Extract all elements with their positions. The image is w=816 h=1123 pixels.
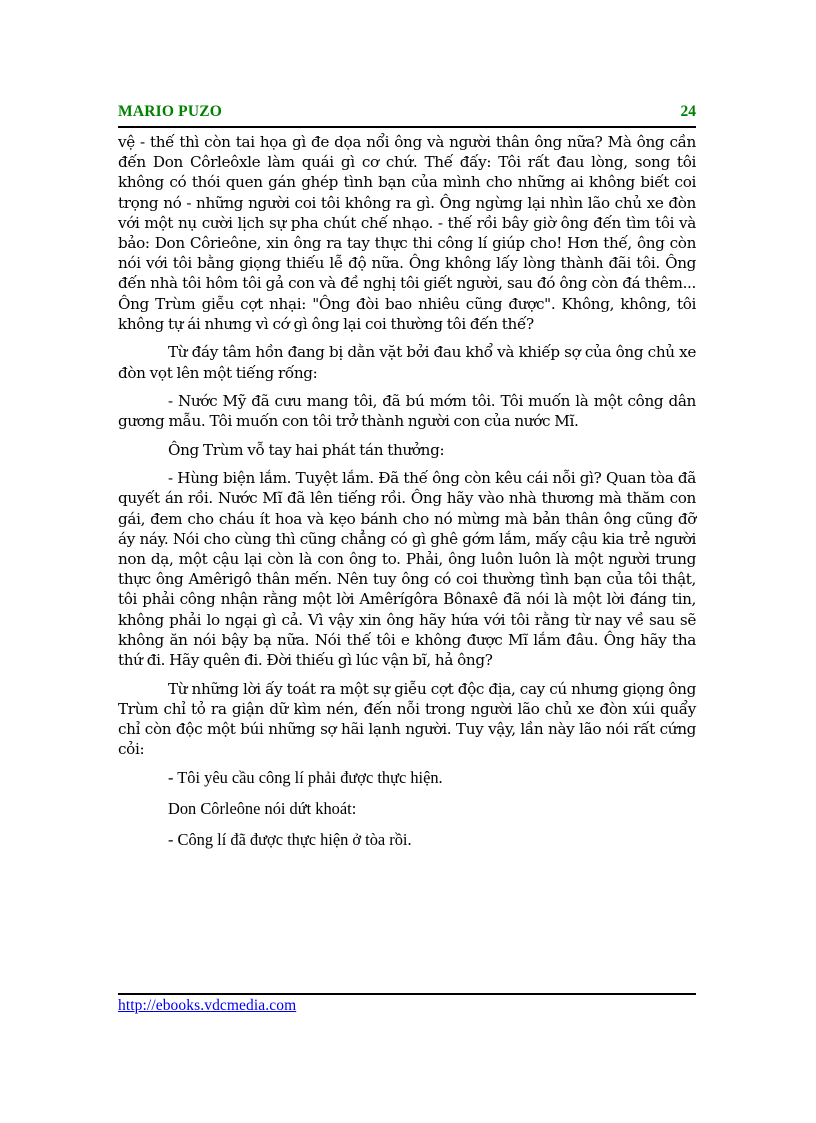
paragraph: Ông Trùm vỗ tay hai phát tán thưởng: [168, 440, 445, 459]
paragraph: Từ đáy tâm hồn đang bị dằn vặt bởi đau khổ và khiếp sợ của ông chủ xe đòn vọt lên một tiếng rống: [118, 343, 696, 382]
page-number: 24 [680, 103, 696, 120]
paragraph: Don Côrleône nói dứt khoát: [168, 798, 357, 818]
page-header [118, 103, 696, 123]
footer-link[interactable]: http://ebooks.vdcmedia.com [118, 997, 297, 1014]
footer-divider [118, 993, 696, 995]
header-divider [118, 126, 696, 128]
paragraph: Từ những lời ấy toát ra một sự giễu cợt độc địa, cay cú nhưng giọng ông Trùm chỉ tỏ ra giận dữ kìm nén, đến nỗi trong người lão chủ xe đòn xúi quẩy chỉ còn độc một búi những sợ hãi lạnh người. Tuy vậy, lần này lão nói rất cứng cỏi: [118, 679, 696, 759]
header-author: MARIO PUZO [118, 103, 223, 120]
paragraph: - Nước Mỹ đã cưu mang tôi, đã bú mớm tôi. Tôi muốn là một công dân gương mẫu. Tôi muốn con tôi trở thành người con của nước Mĩ. [118, 392, 696, 431]
body-text [118, 132, 696, 861]
paragraph: vệ - thế thì còn tai họa gì đe dọa nổi ông và người thân ông nữa? Mà ông cần đến Don Côrleôxle làm quái gì cơ chứ. Thế đấy: Tôi rất đau lòng, song tôi không có thói quen gán ghép tình bạn của mình cho những ai không biết coi trọng nó - những người coi tôi không ra gì. Ông ngừng lại nhìn lão chủ xe đòn với một nụ cười lịch sự pha chút chế nhạo. - thế rồi bây giờ ông đến tìm tôi và bảo: Don Côrieône, xin ông ra tay thực thi công lí giúp cho! Hơn thế, ông còn nói với tôi bằng giọng thiếu lễ độ nữa. Ông không lấy lòng thành đãi tôi. Ông đến nhà tôi hôm tôi gả con và đề nghị tôi giết người, sau đó ông còn đá thêm... Ông Trùm giễu cợt nhại: "Ông đòi bao nhiêu cũng được". Không, không, tôi không tự ái nhưng vì cớ gì ông lại coi thường tôi đến thế? [118, 133, 696, 333]
paragraph: - Tôi yêu cầu công lí phải được thực hiện. [168, 767, 443, 787]
paragraph: - Công lí đã được thực hiện ở tòa rồi. [168, 830, 412, 850]
paragraph: - Hùng biện lắm. Tuyệt lắm. Đã thế ông còn kêu cái nỗi gì? Quan tòa đã quyết án rồi. Nước Mĩ đã lên tiếng rồi. Ông hãy vào nhà thương mà thăm con gái, đem cho cháu ít hoa và kẹo bánh cho nó mừng mà bản thân ông cũng đỡ áy náy. Nói cho cùng thì cũng chẳng có gì ghê gớm lắm, mấy cậu kia trẻ người non dạ, một cậu lại còn là con ông to. Phải, ông luôn luôn là một người trung thực ông Amêrigô thân mến. Nên tuy ông có coi thường tình bạn của tôi thật, tôi phải công nhận rằng một lời Amêrígôra Bônaxê đã nói là một lời đáng tin, không phải lo ngại gì cả. Vì vậy xin ông hãy hứa với tôi rằng từ nay về sau sẽ không ăn nói bậy bạ nữa. Nói thế tôi e không được Mĩ lắm đâu. Ông hãy tha thứ đi. Hãy quên đi. Đời thiếu gì lúc vận bĩ, hả ông? [118, 469, 696, 670]
